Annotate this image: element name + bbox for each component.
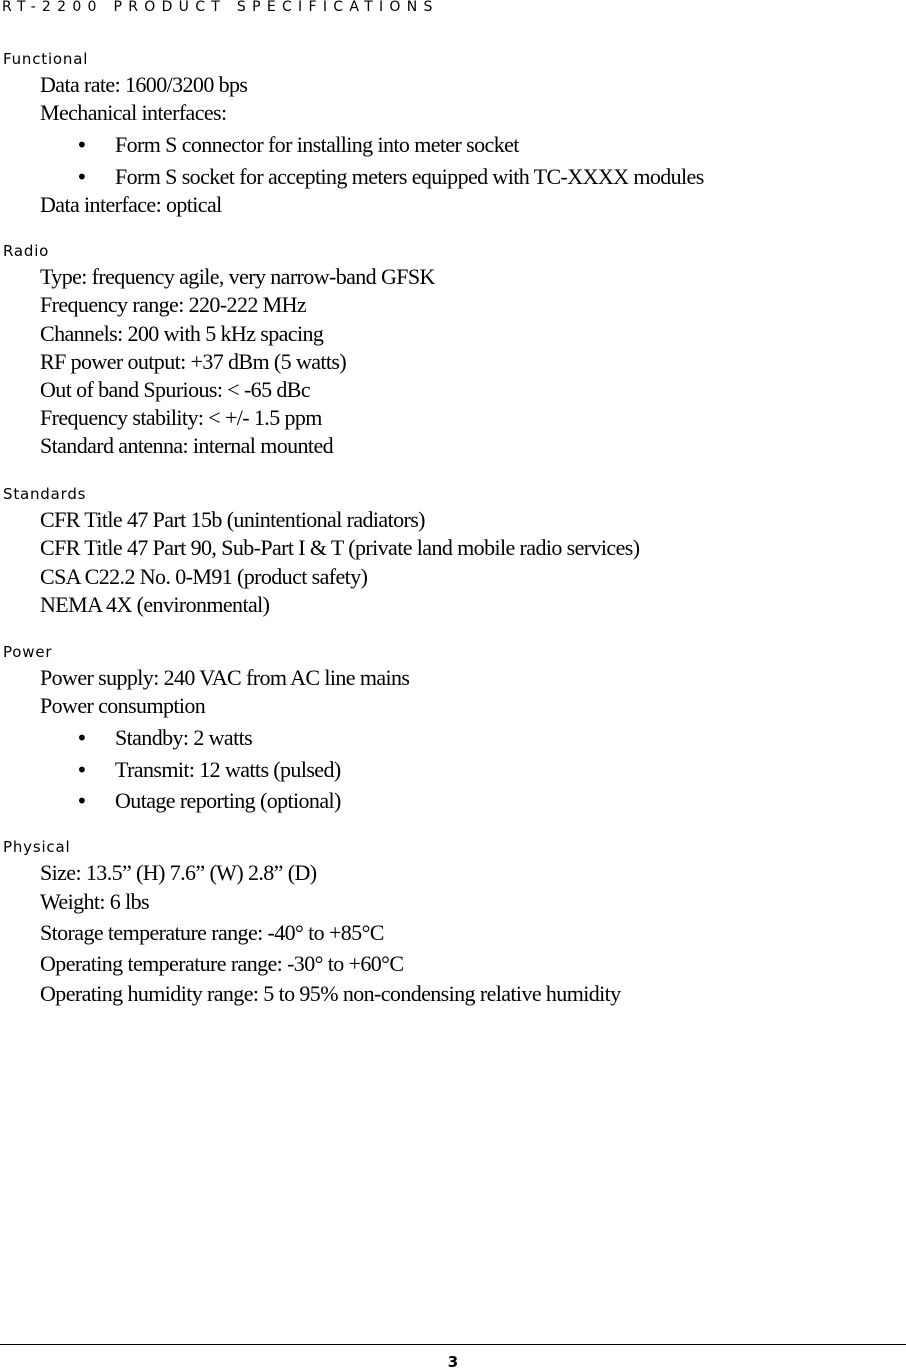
spec-csa: CSA C22.2 No. 0-M91 (product safety)	[40, 564, 368, 589]
spec-radio-type: Type: frequency agile, very narrow-band GFSK	[40, 264, 435, 289]
spec-mechanical-interfaces: Mechanical interfaces:	[40, 100, 227, 125]
spec-cfr-part-90: CFR Title 47 Part 90, Sub-Part I & T (private land mobile radio services)	[40, 535, 640, 560]
section-title-functional: Functional	[3, 50, 89, 68]
spec-operating-temperature: Operating temperature range: -30° to +60°C	[40, 951, 404, 976]
spec-power-consumption: Power consumption	[40, 693, 206, 718]
spec-weight: Weight: 6 lbs	[40, 889, 149, 914]
spec-data-interface: Data interface: optical	[40, 192, 222, 217]
section-title-standards: Standards	[3, 485, 87, 503]
spec-antenna: Standard antenna: internal mounted	[40, 433, 334, 458]
spec-power-supply: Power supply: 240 VAC from AC line mains	[40, 665, 410, 690]
spec-data-rate: Data rate: 1600/3200 bps	[40, 72, 248, 97]
bullet-icon: •	[76, 726, 88, 750]
bullet-icon: •	[76, 758, 88, 782]
spec-frequency-stability: Frequency stability: < +/- 1.5 ppm	[40, 405, 322, 430]
bullet-icon: •	[76, 789, 88, 813]
spec-outage-reporting: Outage reporting (optional)	[115, 788, 341, 813]
spec-standby-power: Standby: 2 watts	[115, 725, 253, 750]
spec-spurious: Out of band Spurious: < -65 dBc	[40, 377, 311, 402]
footer-divider	[0, 1344, 906, 1345]
section-title-radio: Radio	[3, 242, 50, 260]
section-title-physical: Physical	[3, 838, 71, 856]
spec-rf-power: RF power output: +37 dBm (5 watts)	[40, 349, 347, 374]
bullet-icon: •	[76, 165, 88, 189]
spec-form-s-connector: Form S connector for installing into meter socket	[115, 132, 519, 157]
spec-storage-temperature: Storage temperature range: -40° to +85°C	[40, 920, 384, 945]
page-number: 3	[447, 1353, 459, 1371]
section-title-power: Power	[3, 643, 53, 661]
spec-operating-humidity: Operating humidity range: 5 to 95% non-condensing relative humidity	[40, 981, 621, 1006]
spec-transmit-power: Transmit: 12 watts (pulsed)	[115, 757, 341, 782]
spec-nema: NEMA 4X (environmental)	[40, 592, 270, 617]
page-header-title: RT-2200 PRODUCT SPECIFICATIONS	[2, 0, 439, 15]
spec-channels: Channels: 200 with 5 kHz spacing	[40, 321, 324, 346]
spec-frequency-range: Frequency range: 220-222 MHz	[40, 292, 307, 317]
spec-size: Size: 13.5” (H) 7.6” (W) 2.8” (D)	[40, 860, 317, 885]
spec-cfr-part-15b: CFR Title 47 Part 15b (unintentional radiators)	[40, 507, 425, 532]
bullet-icon: •	[76, 133, 88, 157]
spec-form-s-socket: Form S socket for accepting meters equipped with TC-XXXX modules	[115, 164, 704, 189]
